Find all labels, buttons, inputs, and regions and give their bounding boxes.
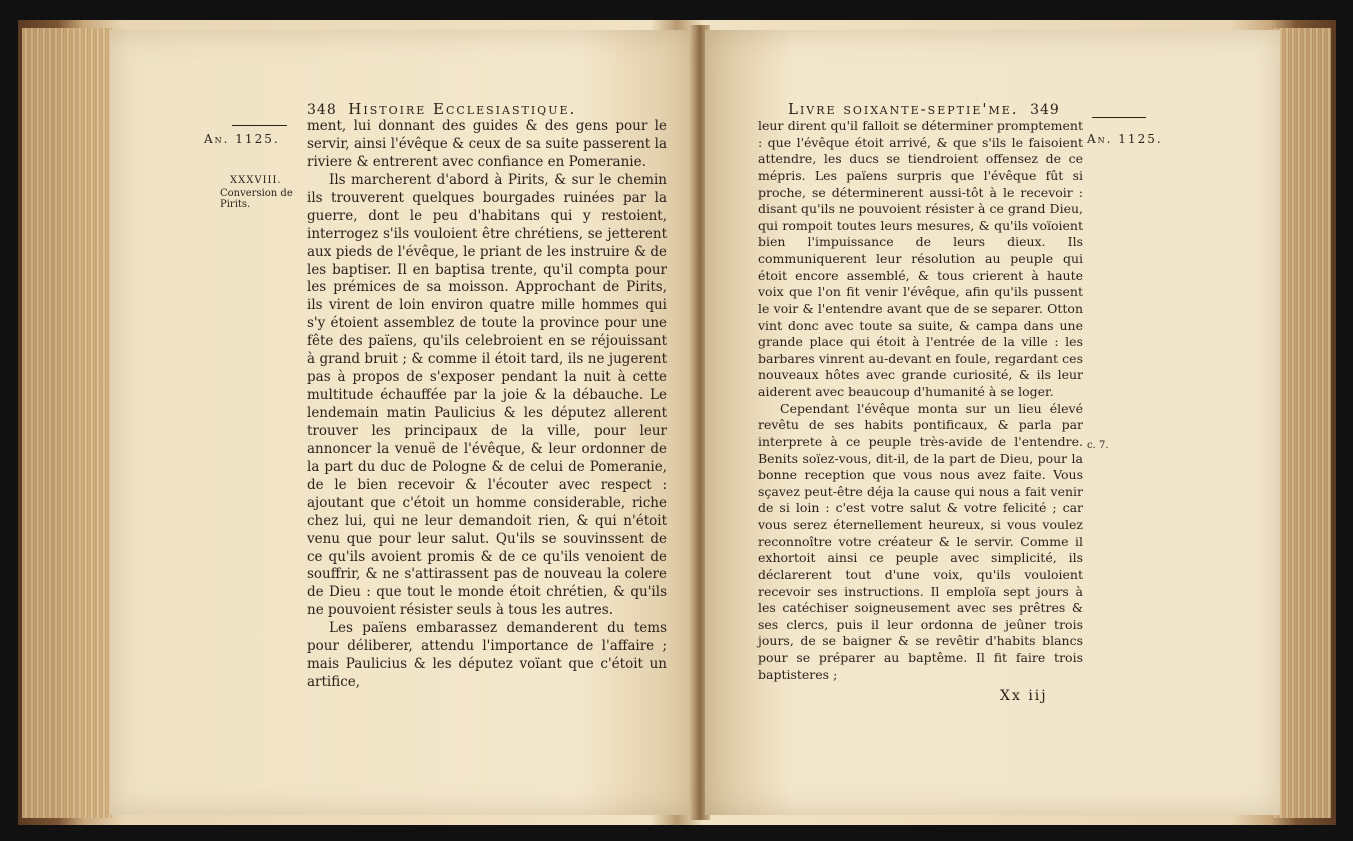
right-page-number: 349 xyxy=(1030,102,1060,118)
left-text-block xyxy=(307,118,667,692)
right-margin-ref: c. 7. xyxy=(1087,440,1109,451)
left-margin-year: An. 1125. xyxy=(204,132,280,146)
left-running-title: Histoire Ecclesiastique. xyxy=(348,100,577,118)
right-running-head xyxy=(788,100,1060,118)
left-running-head xyxy=(307,100,576,118)
left-paragraph-3: Les païens embarassez demanderent du tems pour déliberer, attendu l'importance de l'affaire ; mais Paulicius & les députez voïant que c'étoit un artifice, xyxy=(307,620,667,691)
left-margin-section: XXXVIII. xyxy=(230,175,282,186)
right-paragraph-2: Cependant l'évêque monta sur un lieu élevé revêtu de ses habits pontificaux, & parla par interprete à ce peuple très-avide de l'entendre. Benits soïez-vous, dit-il, de la part de Dieu, pour la bonne reception que vous nous avez faite. Vous sçavez peut-être déja la cause qui nous a fait venir de si loin : c'est votre salut & votre felicité ; car vous serez éternellement heureux, si vous voulez reconnoître votre créateur & le servir. Comme il exhortoit ainsi ce peuple avec simplicité, ils déclarerent tout d'une voix, qu'ils vouloient recevoir ses instructions. Il emploïa sept jours à les catéchiser soigneusement avec ses prêtres & ses clercs, puis il leur ordonna de jeûner trois jours, de se baigner & se revêtir d'habits blancs pour se préparer au baptême. Il fit faire trois baptisteres ; xyxy=(758,400,1083,682)
right-page-edges xyxy=(1271,28,1331,818)
left-paragraph-2: Ils marcherent d'abord à Pirits, & sur le chemin ils trouverent quelques bourgades ruinées par la guerre, dont le peu d'habitans qui y restoient, interrogez s'ils vouloient être chrétiens, se jetterent aux pieds de l'évêque, le priant de les instruire & de les baptiser. Il en baptisa trente, qu'il compta pour les prémices de sa moisson. Approchant de Pirits, ils virent de loin environ quatre mille hommes qui s'y étoient assemblez de toute la province pour une fête des païens, qu'ils celebroient en se réjouissant à grand bruit ; & comme il étoit tard, ils ne jugerent pas à propos de s'exposer pendant la nuit à cette multitude échauffée par la joie & la débauche. Le lendemain matin Paulicius & les députez allerent trouver les principaux de la ville, pour leur annoncer la venuë de l'évêque, & leur ordonner de la part du duc de Pologne & de celui de Pomeranie, de le bien recevoir & l'écouter avec respect : ajoutant que c'étoit un homme considerable, riche chez lui, qui ne leur demandoit rien, & qui n'étoit venu que pour leur salut. Qu'ils se souvinssent de ce qu'ils avoient promis & de ce qu'ils venoient de souffrir, & ne s'attirassent pas de nouveau la colere de Dieu : que tout le monde étoit chrétien, & qu'ils ne pouvoient résister seuls à tous les autres. xyxy=(307,171,667,619)
left-paragraph-1: ment, lui donnant des guides & des gens pour le servir, ainsi l'évêque & ceux de sa suite passerent la riviere & entrerent avec confiance en Pomeranie. xyxy=(307,118,667,170)
right-paragraph-1: leur dirent qu'il falloit se déterminer promptement : que l'évêque étoit arrivé, & que s'ils le faisoient attendre, les ducs se tiendroient offensez de ce mépris. Les païens surpris que l'évêque fût si proche, se déterminerent aussi-tôt à le recevoir : disant qu'ils ne pouvoient résister à ce grand Dieu, qui rompoit toutes leurs mesures, & qu'ils voïoient bien l'impuissance de leurs dieux. Ils communiquerent leur résolution au peuple qui étoit encore assemblé, & tous crierent à haute voix que l'on fit venir l'évêque, afin qu'ils pussent le voir & l'entendre avant que de se separer. Otton vint donc avec toute sa suite, & campa dans une grande place qui étoit à l'entrée de la ville : les barbares vinrent au-devant en foule, regardant ces nouveaux hôtes avec grande curiosité, & ils leur aiderent avec beaucoup d'humanité à se loger. xyxy=(758,118,1083,399)
right-margin-year: An. 1125. xyxy=(1087,132,1163,146)
left-margin-note: Conversion de Pirits. xyxy=(220,188,293,210)
left-page-number: 348 xyxy=(307,102,337,118)
right-text-block xyxy=(758,118,1083,683)
left-page-edges xyxy=(22,28,112,818)
left-margin-rule xyxy=(232,125,287,126)
right-margin-rule xyxy=(1092,117,1146,118)
right-running-title: Livre soixante-septie'me. xyxy=(788,100,1019,118)
right-signature-mark: Xx iij xyxy=(1000,688,1048,704)
